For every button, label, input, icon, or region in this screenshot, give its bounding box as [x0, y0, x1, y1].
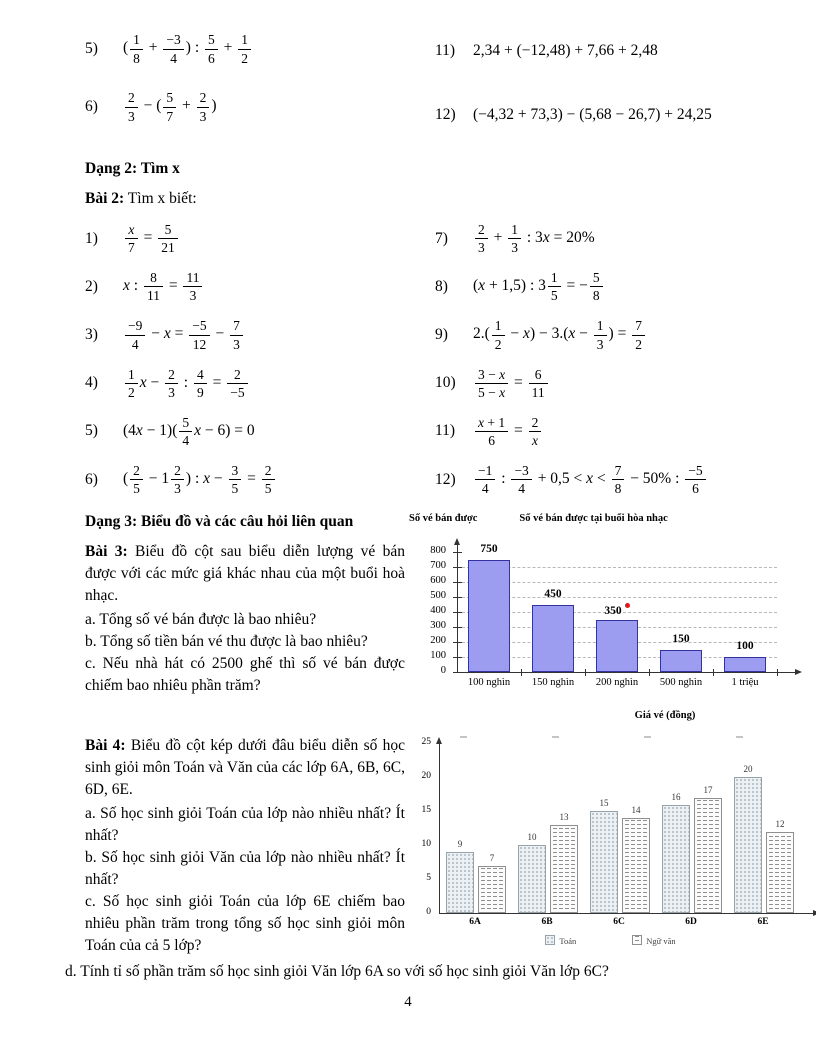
fraction: $\frac{-9}{4}$	[125, 318, 145, 351]
x-tick	[585, 669, 586, 676]
bar-toan	[518, 845, 546, 913]
bai2-item-10	[435, 367, 776, 400]
bai2-label: Bài 2:	[85, 190, 125, 207]
problem-number: 4)	[85, 374, 98, 392]
bai2-item-11	[435, 415, 776, 448]
y-axis-line	[457, 545, 458, 672]
problem-12	[435, 94, 776, 130]
y-tick-label: 600	[430, 575, 446, 587]
equation: 2,34 + (−12,48) + 7,66 + 2,48	[473, 42, 658, 59]
y-tick	[453, 627, 462, 628]
fraction: $\frac{-3}{4}$	[511, 463, 531, 496]
y-tick-label: 0	[440, 665, 446, 677]
y-tick-label: 300	[430, 620, 446, 632]
bai2-left-column	[85, 222, 435, 511]
bai4-label: Bài 4:	[85, 737, 126, 755]
fraction: $\frac{8}{11}$	[144, 270, 163, 303]
bai2-item-5	[85, 415, 435, 448]
x-tick-label: 6A	[469, 917, 481, 928]
problem-number: 9)	[435, 326, 448, 344]
problem-number: 12)	[435, 470, 456, 488]
x-tick	[777, 669, 778, 676]
equation: $\frac{-1}{4}$ : $\frac{-3}{4}$ + 0,5 < x < $\frac{7}{8}$ − 50% : $\frac{-5}{6}$	[473, 463, 708, 496]
x-tick-label: 150 nghìn	[531, 677, 575, 689]
bar-value-label: 150	[672, 632, 690, 645]
fraction: $\frac{5}{4}$	[179, 415, 192, 448]
fraction: $\frac{5}{8}$	[590, 270, 603, 303]
bai2-item-12	[435, 463, 776, 496]
bai2-item-6	[85, 463, 435, 496]
fraction: $\frac{2}{3}$	[171, 463, 184, 496]
bar	[596, 620, 638, 673]
problem-number: 3)	[85, 326, 98, 344]
bar-toan	[446, 852, 474, 913]
fraction: $\frac{2}{x}$	[529, 415, 542, 448]
fraction: $\frac{11}{3}$	[183, 270, 202, 303]
legend-label-toan: Toán	[559, 936, 577, 947]
y-tick	[453, 582, 462, 583]
bai2-item-2	[85, 270, 435, 303]
problem-number: 7)	[435, 229, 448, 247]
x-tick	[713, 669, 714, 676]
x-axis-line	[457, 672, 795, 673]
problem-number: 11)	[435, 422, 456, 440]
fraction: $\frac{2}{5}$	[130, 463, 143, 496]
fraction: $\frac{1}{3}$	[508, 222, 521, 255]
equation: $\frac{-9}{4}$ − x = $\frac{-5}{12}$ − $\frac{7}{3}$	[123, 318, 245, 351]
bar-value-label: 17	[703, 784, 713, 795]
bar-value-label: 7	[489, 852, 495, 863]
fraction: $\frac{-3}{4}$	[163, 32, 183, 65]
bai3-question-c: c. Nếu nhà hát có 2500 ghế thì số vé bán được chiếm bao nhiêu phần trăm?	[85, 655, 405, 695]
x-tick-label: 500 nghìn	[659, 677, 703, 689]
bai4-question-d: d. Tính tỉ số phần trăm số học sinh giỏi Văn lớp 6A so với số học sinh giỏi Văn lớp 6C?	[65, 963, 609, 981]
fraction: $\frac{1}{2}$	[125, 367, 138, 400]
bar-toan	[662, 805, 690, 914]
chart2-legend	[405, 935, 816, 946]
equation: $\frac{x + 1}{6}$ = $\frac{2}{x}$	[473, 415, 543, 448]
bai2-equations	[85, 222, 776, 511]
equation: (4x − 1)( $\frac{5}{4}$ x − 6) = 0	[123, 414, 255, 448]
fraction: $\frac{2}{3}$	[475, 222, 488, 255]
y-tick-label: 15	[421, 805, 431, 816]
bar-value-label: 100	[736, 640, 754, 653]
bai4-paragraph	[85, 735, 405, 801]
bai4-intro: Biểu đồ cột kép dưới đâu biểu diễn số học sinh giỏi môn Toán và Văn của các lớp 6A, 6B, 6C, 6D, 6E.	[85, 737, 405, 799]
bar-nguvan	[550, 825, 578, 913]
bar-nguvan	[766, 832, 794, 914]
bar	[468, 560, 510, 673]
bar-nguvan	[478, 866, 506, 914]
y-tick-label: 20	[421, 771, 431, 782]
equation: ( $\frac{1}{8}$ + $\frac{-3}{4}$ ) : $\frac{5}{6}$ + $\frac{1}{2}$	[123, 32, 253, 65]
y-tick-label: 700	[430, 560, 446, 572]
bai3-question-b: b. Tổng số tiền bán vé thu được là bao nhiêu?	[85, 633, 368, 651]
fraction: $\frac{4}{9}$	[194, 367, 207, 400]
fraction: $\frac{7}{8}$	[612, 463, 625, 496]
bai3-intro: Biểu đồ cột sau biểu diễn lượng vé bán được với các mức giá khác nhau của một buổi hoà nhạc.	[85, 543, 406, 605]
bar-toan	[590, 811, 618, 913]
fraction: $\frac{2}{5}$	[262, 463, 275, 496]
y-tick-label: 0	[426, 907, 431, 918]
bar-value-label: 15	[599, 798, 609, 809]
x-axis-arrow	[795, 669, 802, 675]
problem-number: 5)	[85, 40, 98, 57]
bar-toan	[734, 777, 762, 913]
y-tick-label: 800	[430, 545, 446, 557]
y-tick-label: 100	[430, 650, 446, 662]
x-tick-label: 6B	[541, 917, 553, 928]
y-tick-label: 200	[430, 635, 446, 647]
bai2-text: Tìm x biết:	[127, 190, 197, 207]
bai4-question-c: c. Số học sinh giỏi Toán của lớp 6E chiếm bao nhiêu phần trăm trong tổng số học sinh giỏi môn Toán của cả 5 lớp?	[85, 893, 405, 955]
x-tick-label: 100 nghìn	[467, 677, 511, 689]
fraction: $\frac{2}{3}$	[197, 90, 210, 123]
bar-value-label: 450	[544, 587, 562, 600]
page-number: 4	[404, 994, 412, 1010]
fraction: $\frac{3}{5}$	[229, 463, 242, 496]
y-tick-label: 500	[430, 590, 446, 602]
bai4-question-a: a. Số học sinh giỏi Toán của lớp nào nhiều nhất? Ít nhất?	[85, 805, 405, 845]
bar	[660, 650, 702, 673]
fraction-problems-right	[435, 30, 776, 158]
x-axis-line	[439, 913, 813, 914]
chart1-title: Số vé bán được tại buổi hòa nhạc	[519, 513, 668, 525]
fraction: $\frac{2}{3}$	[125, 90, 138, 123]
bar-value-label: 20	[743, 764, 753, 775]
heading-dang2: Dạng 2: Tìm x	[85, 160, 180, 177]
bar-value-label: 9	[457, 839, 463, 850]
bai2-item-9	[435, 318, 776, 351]
bar-value-label: 12	[775, 818, 785, 829]
bai2-intro-line	[85, 190, 776, 208]
section-bai3	[85, 511, 776, 721]
legend-swatch-nguvan	[632, 935, 642, 945]
fraction: $\frac{7}{2}$	[632, 318, 645, 351]
x-tick-label: 6C	[613, 917, 625, 928]
problem-number: 1)	[85, 229, 98, 247]
bar	[724, 657, 766, 672]
x-tick	[649, 669, 650, 676]
bai2-right-column	[435, 222, 776, 511]
bar-value-label: 13	[559, 811, 569, 822]
equation: x : $\frac{8}{11}$ = $\frac{11}{3}$	[123, 270, 204, 303]
problem-5	[85, 30, 435, 68]
bar-value-label: 14	[631, 805, 641, 816]
fraction: $\frac{-5}{12}$	[189, 318, 209, 351]
fraction: $\frac{2}{3}$	[165, 367, 178, 400]
y-tick	[453, 642, 462, 643]
bai4-question-b: b. Số học sinh giỏi Văn của lớp nào nhiều nhất? Ít nhất?	[85, 849, 405, 889]
grouped-bar-chart-students	[405, 735, 816, 933]
problem-number: 6)	[85, 98, 98, 115]
fraction: $\frac{-1}{4}$	[475, 463, 495, 496]
fraction: $\frac{1}{2}$	[492, 318, 505, 351]
fraction: $\frac{x + 1}{6}$	[475, 415, 508, 448]
bai2-item-8	[435, 270, 776, 303]
equation: $\frac{1}{2}$ x − $\frac{2}{3}$ : $\frac{4}{9}$ = $\frac{2}{-5}$	[123, 367, 250, 400]
bai3-text	[85, 511, 405, 697]
chart1-header	[409, 513, 816, 524]
bar-chart-tickets	[405, 538, 816, 698]
equation: ( $\frac{2}{5}$ − 1 $\frac{2}{3}$ ) : x − $\frac{3}{5}$ = $\frac{2}{5}$	[123, 463, 277, 496]
problem-number: 10)	[435, 374, 456, 392]
fraction: $\frac{5}{21}$	[158, 222, 178, 255]
bai2-item-7	[435, 222, 776, 255]
y-axis-line	[439, 744, 440, 913]
problem-number: 2)	[85, 277, 98, 295]
fraction-problems-left	[85, 30, 435, 158]
problem-number: 6)	[85, 470, 98, 488]
equation: (−4,32 + 73,3) − (5,68 − 26,7) + 24,25	[473, 106, 712, 123]
bar-value-label: 16	[671, 791, 681, 802]
y-tick-label: 25	[421, 737, 431, 748]
fraction: $\frac{7}{3}$	[230, 318, 243, 351]
section-bai4	[85, 735, 785, 957]
y-tick-label: 10	[421, 839, 431, 850]
bai4-text	[85, 735, 405, 957]
chart1-x-axis-title: Giá vé (đồng)	[634, 710, 696, 722]
bai2-item-4	[85, 367, 435, 400]
y-tick	[453, 567, 462, 568]
fraction: $\frac{1}{3}$	[594, 318, 607, 351]
equation: 2.( $\frac{1}{2}$ − x) − 3.(x − $\frac{1}{3}$ ) = $\frac{7}{2}$	[473, 318, 647, 351]
chart1-column	[390, 511, 816, 721]
fraction: $\frac{1}{5}$	[548, 270, 561, 303]
equation: $\frac{3 - x}{5 - x}$ = $\frac{6}{11}$	[473, 367, 550, 400]
fraction: $\frac{1}{2}$	[238, 32, 251, 65]
bar-value-label: 10	[527, 832, 537, 843]
y-tick	[453, 672, 462, 673]
problem-number: 5)	[85, 422, 98, 440]
bar	[532, 605, 574, 673]
bar-value-label: 750	[480, 542, 498, 555]
y-axis-arrow	[436, 737, 442, 744]
bar-nguvan	[694, 798, 722, 914]
legend-item-nguvan	[632, 935, 675, 946]
artifact-dashes	[460, 736, 801, 738]
fraction: $\frac{3 - x}{5 - x}$	[475, 367, 508, 400]
heading-dang3: Dạng 3: Biểu đồ và các câu hỏi liên quan	[85, 513, 354, 531]
x-tick-label: 6D	[685, 917, 697, 928]
bai3-label: Bài 3:	[85, 543, 128, 561]
problem-11	[435, 30, 776, 66]
equation: $\frac{2}{3}$ − ( $\frac{5}{7}$ + $\frac{2}{3}$ )	[123, 90, 217, 123]
bai2-item-3	[85, 318, 435, 351]
y-tick-label: 400	[430, 605, 446, 617]
legend-swatch-toan	[545, 935, 555, 945]
problem-number: 11)	[435, 42, 456, 59]
x-tick-label: 6E	[757, 917, 769, 928]
y-tick	[453, 597, 462, 598]
x-tick-label: 1 triệu	[731, 677, 759, 689]
fraction: $\frac{2}{-5}$	[227, 367, 247, 400]
equation: (x + 1,5) : 3 $\frac{1}{5}$ = − $\frac{5}{8}$	[473, 270, 605, 303]
problem-number: 12)	[435, 106, 456, 123]
fraction: $\frac{x}{7}$	[125, 222, 138, 255]
y-tick-label: 5	[426, 873, 431, 884]
problem-number: 8)	[435, 277, 448, 295]
bar-nguvan	[622, 818, 650, 913]
bai3-question-a: a. Tổng số vé bán được là bao nhiêu?	[85, 611, 317, 629]
section-fraction-problems	[85, 30, 776, 158]
fraction: $\frac{-5}{6}$	[685, 463, 705, 496]
fraction: $\frac{5}{6}$	[205, 32, 218, 65]
bai2-item-1	[85, 222, 435, 255]
legend-item-toan	[545, 935, 576, 946]
bar-value-label: 350	[585, 603, 649, 617]
problem-6	[85, 88, 435, 126]
legend-label-nguvan: Ngữ văn	[646, 936, 676, 947]
red-dot	[625, 603, 630, 608]
equation: $\frac{2}{3}$ + $\frac{1}{3}$ : 3x = 20%	[473, 222, 595, 255]
fraction: $\frac{1}{8}$	[130, 32, 143, 65]
equation: $\frac{x}{7}$ = $\frac{5}{21}$	[123, 222, 180, 255]
y-tick	[453, 612, 462, 613]
x-tick-label: 200 nghìn	[595, 677, 639, 689]
chart2-column	[390, 735, 816, 946]
fraction: $\frac{6}{11}$	[529, 367, 548, 400]
fraction: $\frac{5}{7}$	[163, 90, 176, 123]
chart1-y-axis-title: Số vé bán được	[409, 513, 478, 525]
y-tick	[453, 657, 462, 658]
bai3-paragraph	[85, 541, 405, 607]
x-tick	[521, 669, 522, 676]
